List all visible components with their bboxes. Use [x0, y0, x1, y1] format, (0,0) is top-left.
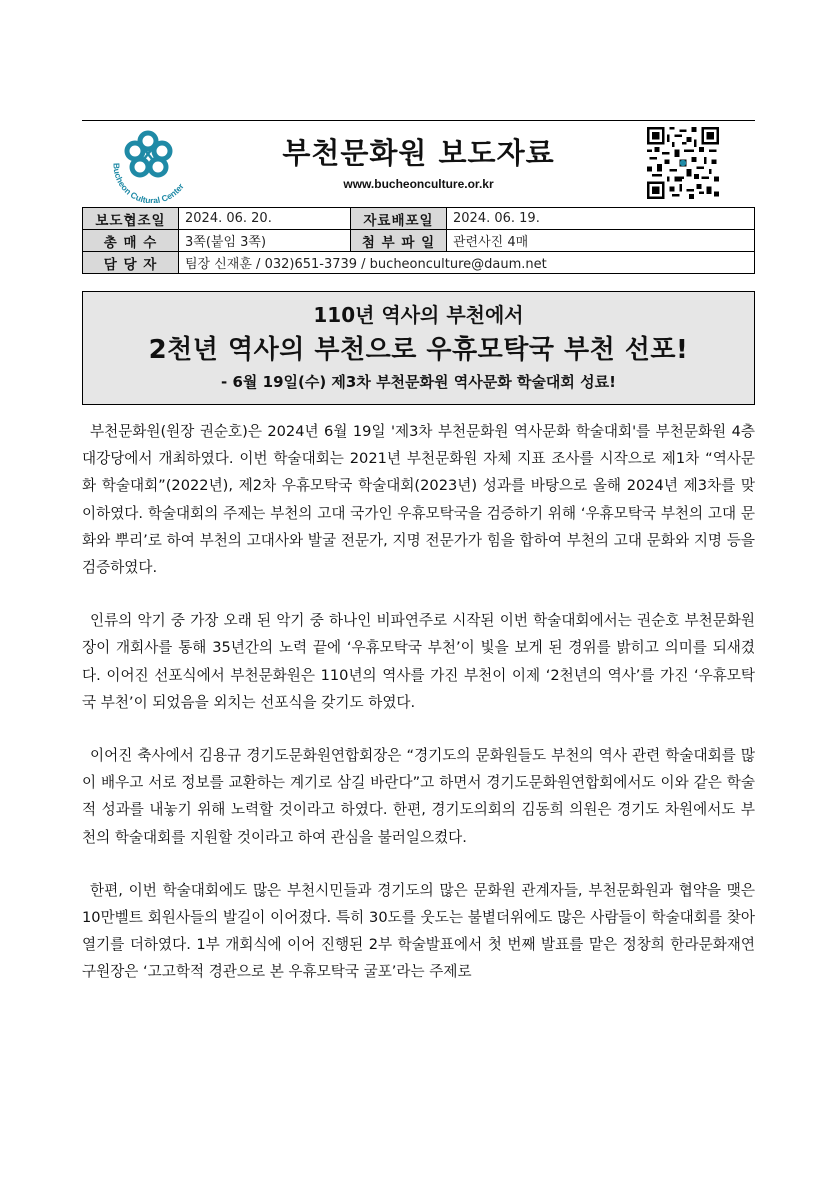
logo-text: Bucheon Cultural Center — [111, 162, 186, 203]
contact-value: 팀장 신재훈 / 032)651-3739 / bucheonculture@daum.net — [179, 252, 755, 274]
headline-main: 2천년 역사의 부천으로 우휴모탁국 부천 선포! — [148, 335, 689, 365]
attachment-value: 관련사진 4매 — [447, 230, 755, 252]
page-title: 부천문화원 보도자료 — [282, 136, 555, 170]
embargo-date-label: 보도협조일 — [83, 208, 179, 230]
release-date-label: 자료배포일 — [351, 208, 447, 230]
info-row-pages — [83, 230, 755, 252]
headline-subtitle: - 6월 19일(수) 제3차 부천문화원 역사문화 학술대회 성료! — [221, 373, 616, 391]
paragraph-4: 한편, 이번 학술대회에도 많은 부천시민들과 경기도의 많은 문화원 관계자들, 부천문화원과 협약을 맺은 10만벨트 회원사들의 발길이 이어졌다. 특히 30도를 웃도는 불볕더위에도 많은 사람들이 학술대회를 찾아 열기를 더하였다. 1부 개회식에 이어 진행된 2부 학술발표에서 첫 번째 발표를 맡은 정창희 한라문화재연구원장은 ‘고고학적 경관으로 본 우휴모탁국 굴포’라는 주제로 — [82, 881, 755, 981]
paragraph-2: 인류의 악기 중 가장 오래 된 악기 중 하나인 비파연주로 시작된 이번 학술대회에서는 권순호 부천문화원장이 개회사를 통해 35년간의 노력 끝에 ‘우휴모탁국 부천’이 빛을 보게 된 경위를 밝히고 의미를 되새겼다. 이어진 선포식에서 부천문화원은 110년의 역사를 가진 부천이 이제 ‘2천년의 역사’를 가진 ‘우휴모탁국 부천’이 되었음을 외치는 선포식을 갖기도 하였다. — [82, 612, 755, 711]
paragraph-3: 이어진 축사에서 김용규 경기도문화원연합회장은 “경기도의 문화원들도 부천의 역사 관련 학술대회를 많이 배우고 서로 정보를 교환하는 계기로 삼길 바란다”고 하면서 경기도문화원연합회에서도 이와 같은 학술적 성과를 내놓기 위해 노력할 것이라고 하였다. 한편, 경기도의회의 김동희 의원은 경기도 차원에서도 부천의 학술대회를 지원할 것이라고 하여 관심을 불러일으켰다. — [82, 747, 755, 846]
press-release-header — [82, 120, 755, 207]
article-body — [82, 418, 755, 986]
website-url[interactable]: www.bucheonculture.or.kr — [343, 177, 494, 191]
headline-line-1: 110년 역사의 부천에서 — [313, 303, 524, 327]
paragraph-1: 부천문화원(원장 권순호)은 2024년 6월 19일 '제3차 부천문화원 역사문화 학술대회'를 부천문화원 4층 대강당에서 개최하였다. 이번 학술대회는 2021년 부천문화원 자체 지표 조사를 시작으로 제1차 “역사문화 학술대회”(2022년), 제2차 우휴모탁국 학술대회(2023년) 성과를 바탕으로 올해 2024년 제3차를 맞이하였다. 학술대회의 주제는 부천의 고대 국가인 우휴모탁국을 검증하기 위해 ‘우휴모탁국 부천의 고대 문화와 뿌리’로 하여 부천의 고대사와 발굴 전문가, 지명 전문가가 힘을 합하여 부천의 고대 문화와 지명 등을 검증하였다. — [82, 423, 755, 577]
page-count-label: 총 매 수 — [83, 230, 179, 252]
qr-code-icon[interactable] — [647, 127, 719, 199]
contact-label: 담 당 자 — [83, 252, 179, 274]
page-count-value: 3쪽(붙임 3쪽) — [179, 230, 351, 252]
embargo-date-value: 2024. 06. 20. — [179, 208, 351, 230]
press-release-page — [82, 120, 755, 1012]
info-row-dates — [83, 208, 755, 230]
attachment-label: 첨 부 파 일 — [351, 230, 447, 252]
release-date-value: 2024. 06. 19. — [447, 208, 755, 230]
headline-box — [82, 291, 755, 405]
info-table — [82, 207, 755, 274]
info-row-contact — [83, 252, 755, 274]
